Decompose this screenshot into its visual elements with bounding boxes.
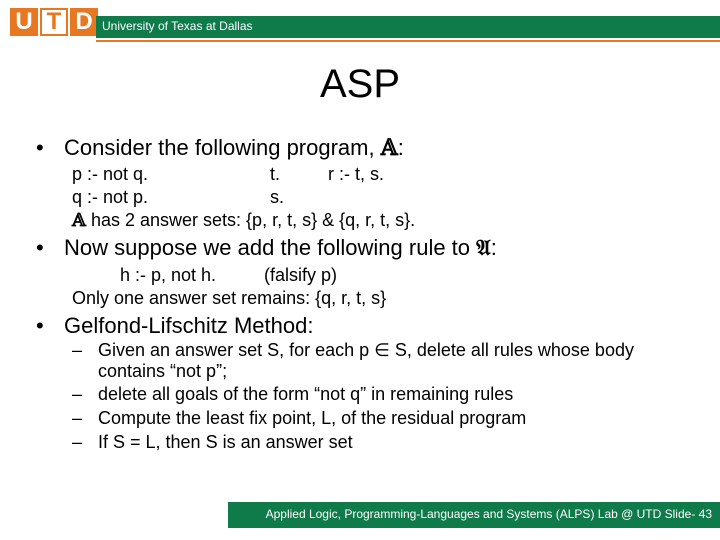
bullet-3: Gelfond-Lifschitz Method: xyxy=(64,313,314,338)
logo-letter-u: U xyxy=(10,8,38,36)
program-a-fraktur-symbol: 𝔄 xyxy=(476,235,491,261)
bullet-dot: • xyxy=(36,135,44,160)
program-a-symbol-small: 𝔸 xyxy=(72,210,86,231)
bullet-dot: • xyxy=(36,313,44,338)
sub-bullet-dash: – xyxy=(72,384,83,404)
header-divider xyxy=(96,40,720,42)
method-step-3: Compute the least fix point, L, of the residual program xyxy=(98,408,527,428)
method-step-2: delete all goals of the form “not q” in remaining rules xyxy=(98,384,514,404)
sub-bullet-dash: – xyxy=(72,408,83,428)
header-bar xyxy=(96,16,720,38)
bullet-1-text: Consider the following program, xyxy=(64,135,381,160)
bullet-1-suffix: : xyxy=(397,135,404,160)
slide-title: ASP xyxy=(319,62,401,106)
program-line-2b: s. xyxy=(270,187,285,207)
method-step-1: Given an answer set S, for each p ∈ S, delete all rules whose body xyxy=(98,340,634,360)
logo-letter-t: T xyxy=(40,8,68,36)
program-line-1a: p :- not q. xyxy=(72,164,149,184)
slide-header xyxy=(0,0,720,44)
rule-result: Only one answer set remains: {q, r, t, s} xyxy=(72,288,387,308)
program-line-1c: r :- t, s. xyxy=(328,164,384,184)
answer-sets-line xyxy=(72,210,415,231)
slide-footer xyxy=(228,502,720,528)
program-line-1b: t. xyxy=(270,164,281,184)
bullet-2-text: Now suppose we add the following rule to xyxy=(64,235,477,260)
bullet-2-suffix: : xyxy=(490,235,497,260)
rule-note: (falsify p) xyxy=(264,265,338,285)
added-rule: h :- p, not h. xyxy=(120,265,217,285)
sub-bullet-dash: – xyxy=(72,432,83,452)
program-a-symbol: 𝔸 xyxy=(380,135,398,161)
sub-bullet-dash: – xyxy=(72,340,83,360)
university-name: University of Texas at Dallas xyxy=(102,19,253,33)
method-step-4: If S = L, then S is an answer set xyxy=(98,432,353,452)
footer-text: Applied Logic, Programming-Languages and Systems (ALPS) Lab @ UTD Slide- 43 xyxy=(265,507,712,521)
program-line-2a: q :- not p. xyxy=(72,187,149,207)
method-step-1-cont: contains “not p”; xyxy=(98,361,228,381)
logo-letter-d: D xyxy=(70,8,98,36)
bullet-2 xyxy=(64,235,497,261)
bullet-1 xyxy=(64,135,404,161)
answer-sets-text: has 2 answer sets: {p, r, t, s} & {q, r, t, s}. xyxy=(85,210,416,230)
utd-logo xyxy=(10,6,100,38)
bullet-dot: • xyxy=(36,235,44,260)
